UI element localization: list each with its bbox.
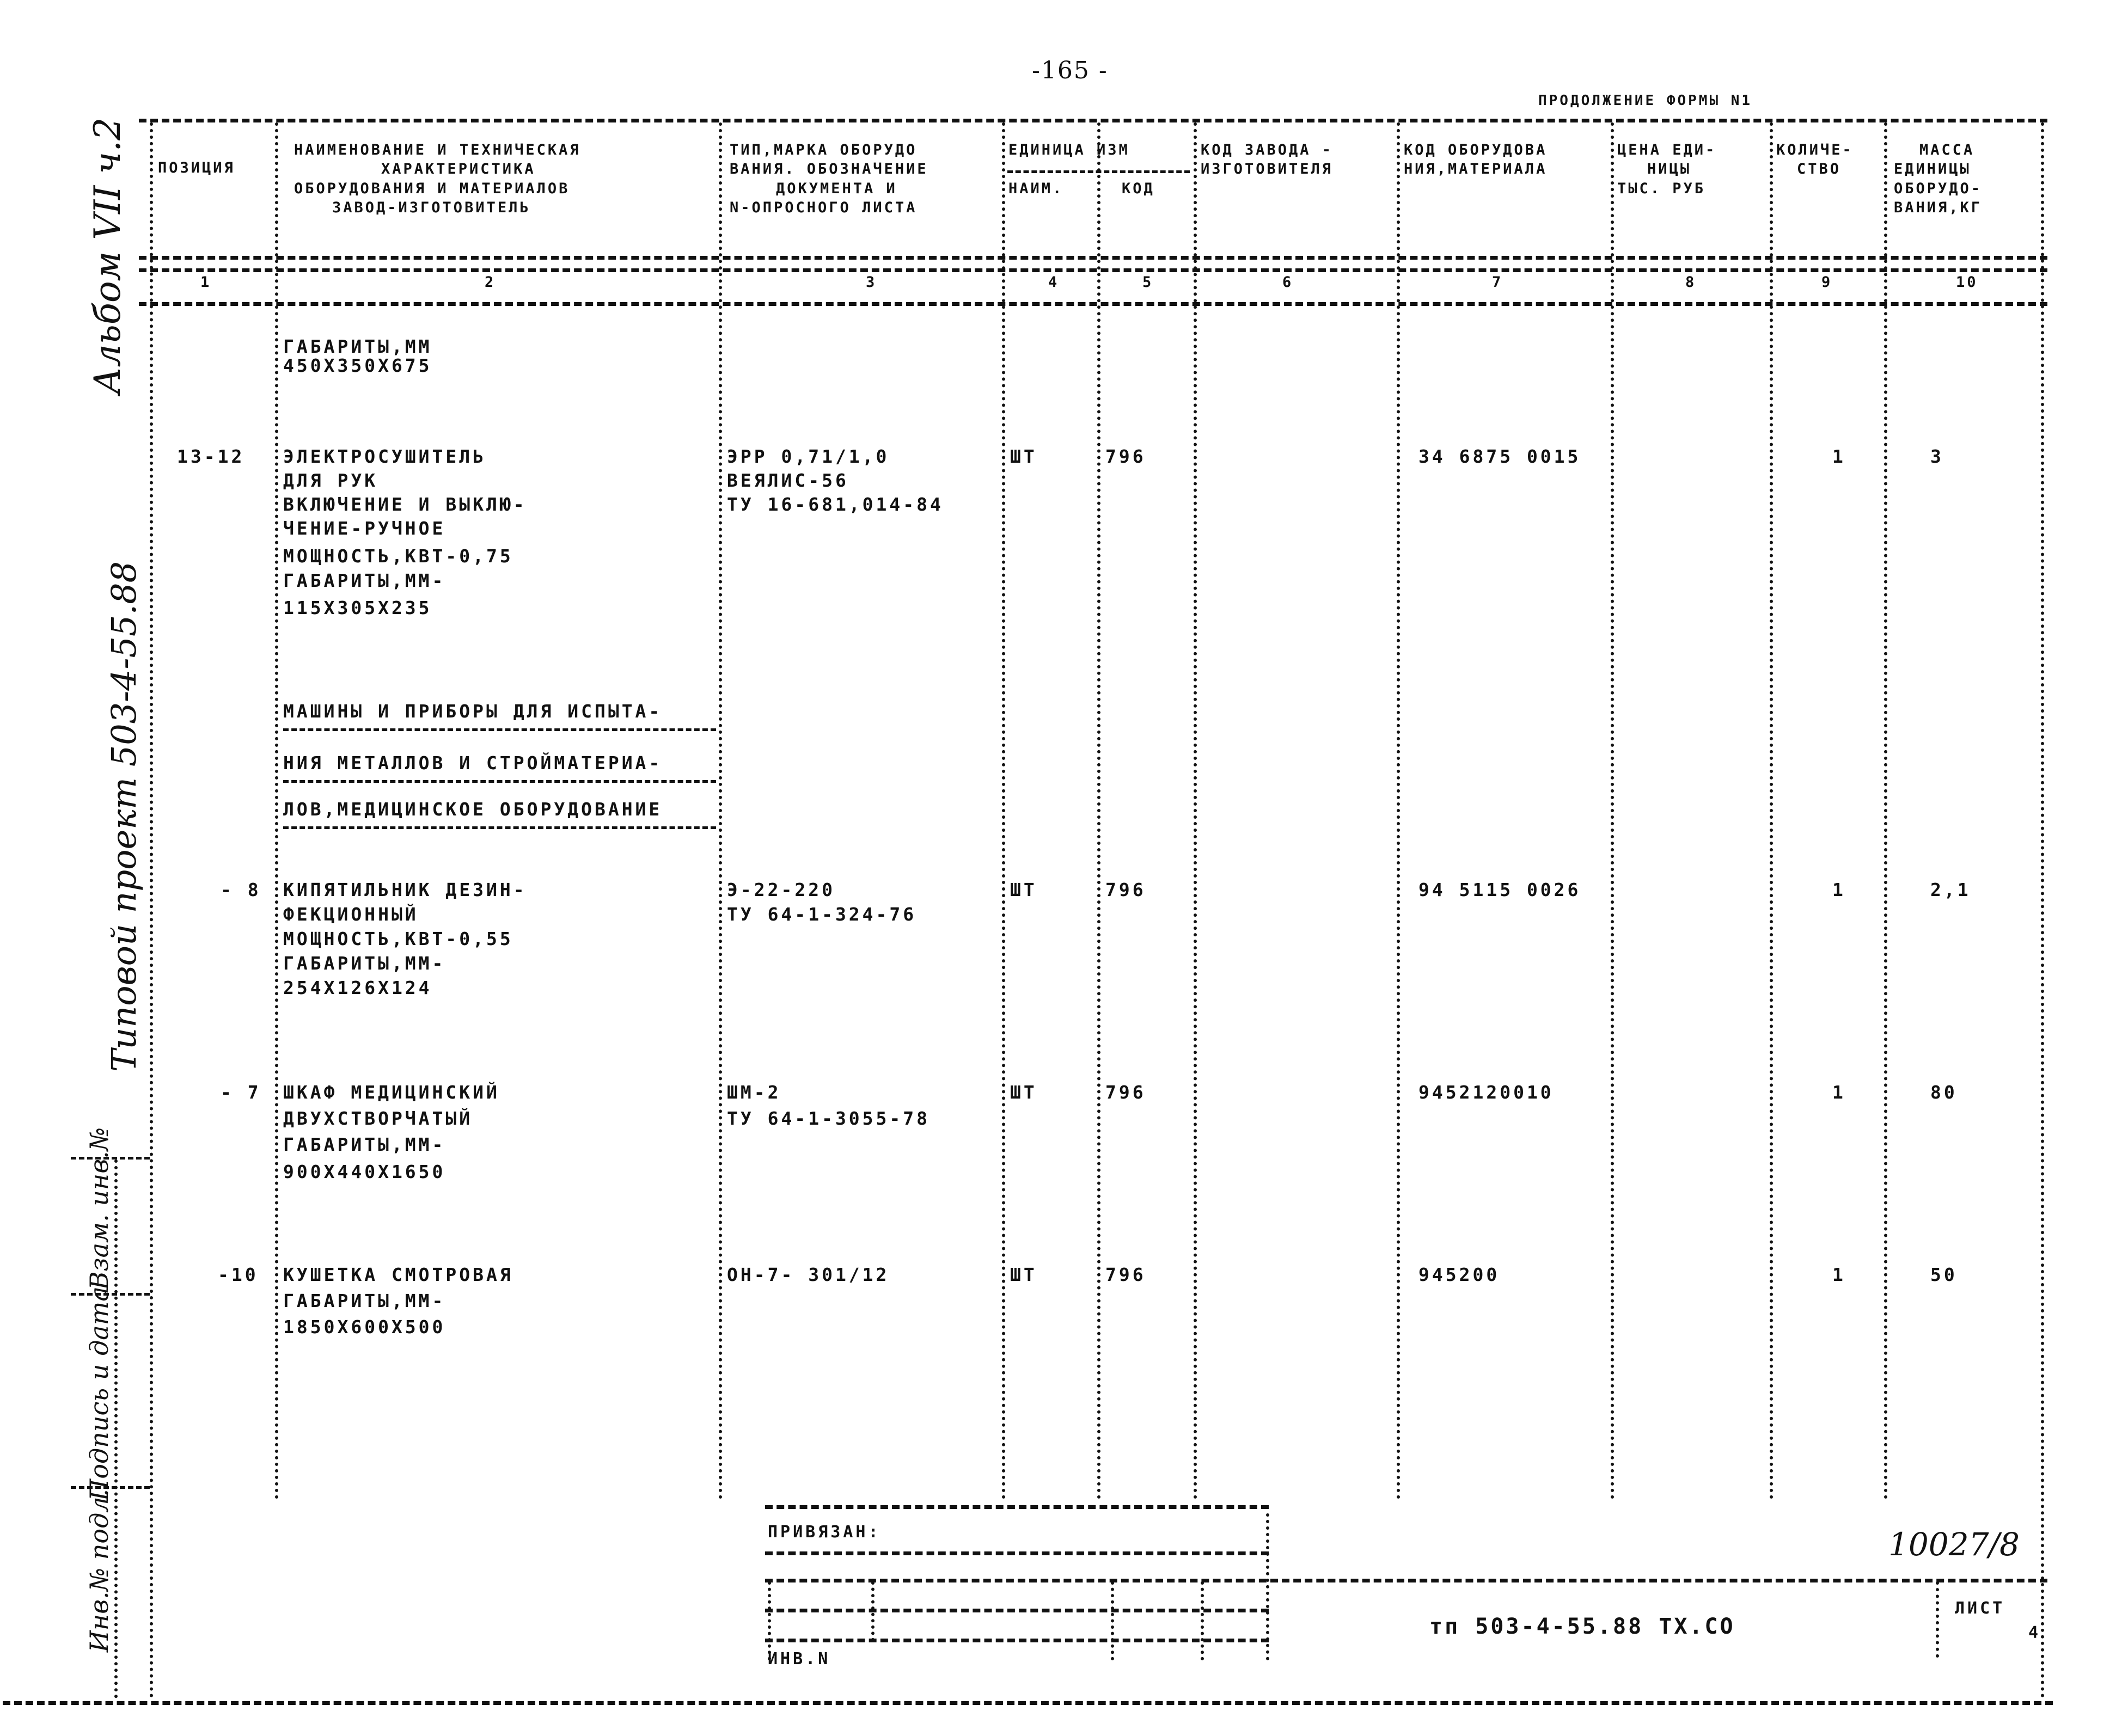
column-number: 3 [866, 274, 877, 291]
section-heading-underline [283, 826, 716, 829]
row-unit: ШТ [1010, 446, 1037, 467]
stamp-sheet-number: 4 [2028, 1623, 2041, 1642]
column-number: 2 [485, 274, 496, 291]
row-mass: 2,1 [1930, 879, 1971, 900]
stamp-inv-substitute-label: Взам. инв.№ [84, 1127, 114, 1290]
stamp-rule [765, 1639, 1269, 1642]
stamp-rule [765, 1609, 1269, 1612]
row-equipment-code: 94 5115 0026 [1418, 879, 1581, 900]
section-heading-line: НИЯ МЕТАЛЛОВ И СТРОЙМАТЕРИА- [283, 752, 663, 774]
margin-stamp-rule [71, 1486, 150, 1489]
header-price-line: ТЫС. РУБ [1617, 180, 1706, 197]
row-unit-code: 796 [1105, 1082, 1146, 1103]
stamp-rule [765, 1551, 1269, 1555]
project-label: Типовой проект 503-4-55.88 [104, 561, 144, 1072]
header-unit-code: КОД [1122, 180, 1155, 197]
column-number: 9 [1821, 274, 1833, 291]
stamp-sep [1936, 1581, 1939, 1658]
row-unit: ШТ [1010, 879, 1037, 900]
row-position: - 7 [221, 1082, 261, 1103]
header-unit-divider [1007, 170, 1190, 173]
row-quantity: 1 [1832, 879, 1846, 900]
header-mass-line: ОБОРУДО- [1894, 180, 1983, 197]
row-equipment-code: 34 6875 0015 [1418, 446, 1581, 467]
stamp-linked-label: ПРИВЯЗАН: [768, 1523, 881, 1542]
header-factory-line: КОД ЗАВОДА - [1201, 142, 1334, 158]
column-number: 5 [1142, 274, 1154, 291]
row-name-line: ГАБАРИТЫ,ММ- [283, 1290, 446, 1311]
header-quantity-line: КОЛИЧЕ- [1776, 142, 1854, 158]
row-quantity: 1 [1832, 1264, 1846, 1285]
row-quantity: 1 [1832, 1082, 1846, 1103]
section-heading-underline [283, 780, 716, 783]
margin-stamp-rule [71, 1293, 150, 1296]
header-unit-name: НАИМ. [1008, 180, 1064, 197]
header-name-line: НАИМЕНОВАНИЕ И ТЕХНИЧЕСКАЯ [294, 142, 581, 158]
column-number: 8 [1685, 274, 1697, 291]
row-name-line: КУШЕТКА СМОТРОВАЯ [283, 1264, 513, 1285]
row-equipment-code: 9452120010 [1418, 1082, 1554, 1103]
header-name-line: ОБОРУДОВАНИЯ И МАТЕРИАЛОВ [294, 180, 570, 197]
row-name-line: ЭЛЕКТРОСУШИТЕЛЬ [283, 446, 487, 467]
row-name-line: ФЕКЦИОННЫЙ [283, 904, 419, 925]
header-bottom-rule [139, 256, 2047, 260]
col-sep-right [2041, 122, 2044, 1698]
header-quantity-line: СТВО [1797, 161, 1842, 177]
row-name-line: 900X440X1650 [283, 1161, 446, 1182]
header-type-line: ТИП,МАРКА ОБОРУДО [730, 142, 918, 158]
row-type-line: ЭРР 0,71/1,0 [727, 446, 890, 467]
header-price-line: НИЦЫ [1647, 161, 1692, 177]
header-type-line: ВАНИЯ. ОБОЗНАЧЕНИЕ [730, 161, 928, 177]
column-number: 4 [1048, 274, 1060, 291]
row-unit: ШТ [1010, 1264, 1037, 1285]
header-equipment-line: НИЯ,МАТЕРИАЛА [1404, 161, 1548, 177]
row-unit: ШТ [1010, 1082, 1037, 1103]
column-number: 10 [1956, 274, 1978, 291]
row-type-line: Э-22-220 [727, 879, 835, 900]
column-number: 6 [1282, 274, 1294, 291]
page-bottom-rule [3, 1701, 2053, 1705]
col-sep-6-7 [1397, 122, 1400, 1500]
row-name-line: ВКЛЮЧЕНИЕ И ВЫКЛЮ- [283, 494, 527, 515]
header-type-line: ДОКУМЕНТА И [776, 180, 897, 197]
col-sep-left [150, 122, 153, 1698]
row-name-line: 254X126X124 [283, 977, 432, 998]
stamp-sep [768, 1581, 771, 1660]
row-name-line: МОЩНОСТЬ,КВТ-0,75 [283, 545, 513, 567]
row-name-line: ШКАФ МЕДИЦИНСКИЙ [283, 1082, 500, 1103]
header-factory-line: ИЗГОТОВИТЕЛЯ [1201, 161, 1334, 177]
row-type-line: ТУ 64-1-324-76 [727, 904, 917, 925]
col-sep-9-10 [1884, 122, 1887, 1500]
row-type-line: ТУ 64-1-3055-78 [727, 1108, 931, 1129]
header-position-line: ПОЗИЦИЯ [158, 160, 235, 176]
stamp-inv-label: ИНВ.N [768, 1649, 831, 1668]
stamp-document-code: тп 503-4-55.88 ТХ.СО [1429, 1614, 1735, 1639]
row-equipment-code: 945200 [1418, 1264, 1500, 1285]
header-unit-top: ЕДИНИЦА ИЗМ [1008, 142, 1130, 158]
col-sep-8-9 [1770, 122, 1773, 1500]
col-sep-5-6 [1194, 122, 1197, 1500]
column-number: 7 [1492, 274, 1503, 291]
row-position: - 8 [221, 879, 261, 900]
handwritten-registration-number: 10027/8 [1888, 1526, 2020, 1563]
row-name-line: 115X305X235 [283, 597, 432, 618]
col-sep-1-2 [275, 122, 278, 1500]
stamp-sep [1266, 1513, 1269, 1660]
column-numbers-bottom-rule [139, 302, 2047, 306]
header-mass-line: МАССА [1919, 142, 1975, 158]
row-mass: 80 [1930, 1082, 1958, 1103]
col-sep-4-5 [1097, 122, 1100, 1500]
header-mass-line: ЕДИНИЦЫ [1894, 161, 1971, 177]
row-type-line: ОН-7- 301/12 [727, 1264, 890, 1285]
header-price-line: ЦЕНА ЕДИ- [1617, 142, 1717, 158]
row-name-line: ДЛЯ РУК [283, 470, 378, 491]
form-continuation-label: ПРОДОЛЖЕНИЕ ФОРМЫ N1 [1538, 93, 1753, 109]
row-name-line: МОЩНОСТЬ,КВТ-0,55 [283, 928, 513, 949]
header-type-line: N-ОПРОСНОГО ЛИСТА [730, 199, 918, 216]
row-name-line: ЧЕНИЕ-РУЧНОЕ [283, 518, 446, 539]
album-label: Альбом VII ч.2 [87, 117, 129, 395]
row-unit-code: 796 [1105, 446, 1146, 467]
row-name-line: ГАБАРИТЫ,ММ- [283, 1134, 446, 1155]
row-position: 13-12 [177, 446, 245, 467]
stamp-sheet-label: ЛИСТ [1955, 1599, 2005, 1618]
stamp-inv-original-label: Инв.№ подл. [84, 1488, 114, 1653]
row-type-line: ШМ-2 [727, 1082, 781, 1103]
row-name-line: ГАБАРИТЫ,ММ- [283, 953, 446, 974]
stamp-sign-date-label: Подпись и дата [84, 1286, 114, 1501]
row-position: -10 [218, 1264, 259, 1285]
row-name-line: 1850X600X500 [283, 1316, 446, 1338]
col-sep-3-4 [1002, 122, 1005, 1500]
page-number: -165 - [1032, 57, 1108, 84]
header-equipment-line: КОД ОБОРУДОВА [1404, 142, 1548, 158]
col-sep-7-8 [1611, 122, 1614, 1500]
row-name-line: ГАБАРИТЫ,ММ- [283, 570, 446, 591]
stamp-sep [1111, 1581, 1114, 1660]
row-name-line: 450X350X675 [283, 355, 432, 376]
row-type-line: ТУ 16-681,014-84 [727, 494, 944, 515]
row-name-line: ГАБАРИТЫ,ММ [283, 336, 432, 357]
row-quantity: 1 [1832, 446, 1846, 467]
row-unit-code: 796 [1105, 1264, 1146, 1285]
section-heading-line: МАШИНЫ И ПРИБОРЫ ДЛЯ ИСПЫТА- [283, 701, 663, 722]
row-name-line: ДВУХСТВОРЧАТЫЙ [283, 1108, 473, 1129]
section-heading-underline [283, 728, 716, 731]
row-name-line: КИПЯТИЛЬНИК ДЕЗИН- [283, 879, 527, 900]
header-mass-line: ВАНИЯ,КГ [1894, 199, 1983, 216]
table-top-rule [139, 119, 2047, 122]
column-number: 1 [200, 274, 212, 291]
section-heading-line: ЛОВ,МЕДИЦИНСКОЕ ОБОРУДОВАНИЕ [283, 799, 663, 820]
margin-stamp-sep [114, 1160, 118, 1698]
row-unit-code: 796 [1105, 879, 1146, 900]
row-mass: 3 [1930, 446, 1944, 467]
row-type-line: ВЕЯЛИС-56 [727, 470, 849, 491]
margin-stamp-rule [71, 1157, 150, 1160]
column-numbers-top-rule [139, 268, 2047, 272]
stamp-sep [871, 1581, 875, 1641]
stamp-rule [765, 1505, 1269, 1509]
header-name-line: ХАРАКТЕРИСТИКА [381, 161, 536, 177]
stamp-rule [765, 1579, 2047, 1582]
header-name-line: ЗАВОД-ИЗГОТОВИТЕЛЬ [332, 199, 531, 216]
row-mass: 50 [1930, 1264, 1958, 1285]
col-sep-2-3 [719, 122, 722, 1500]
stamp-sep [1201, 1581, 1204, 1660]
